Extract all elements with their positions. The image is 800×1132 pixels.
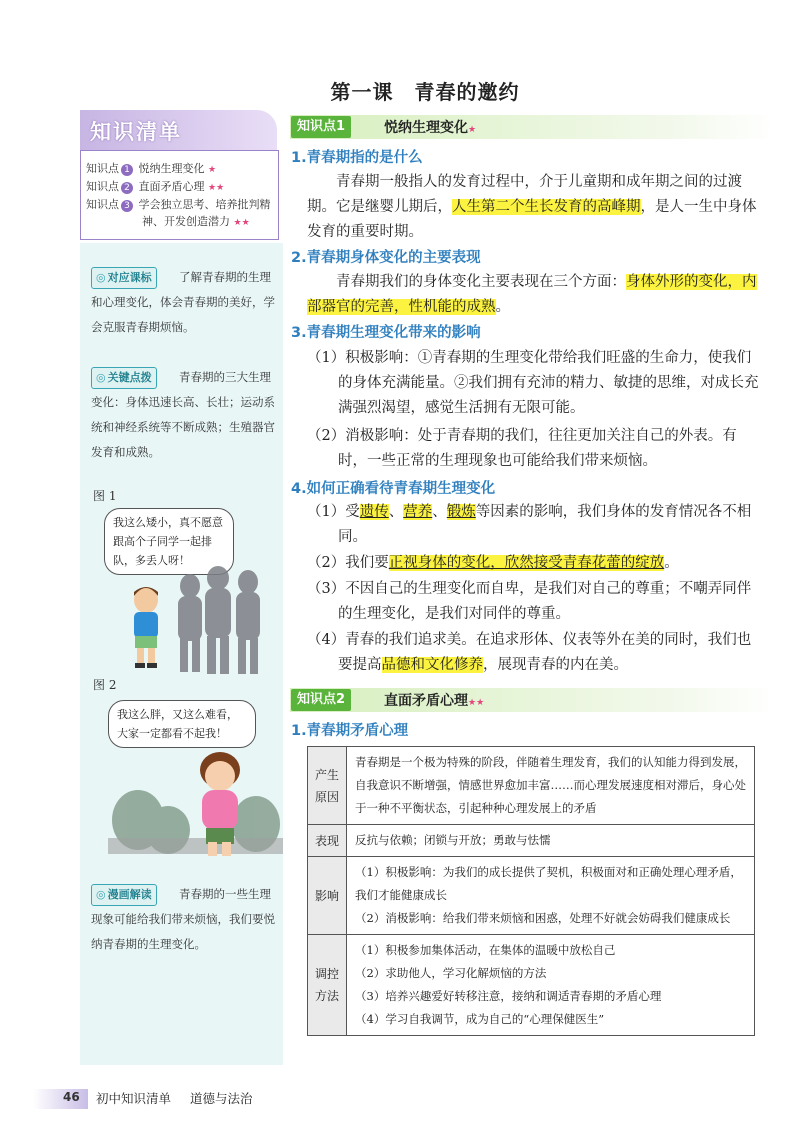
kp1-section2-heading: 2.青春期身体变化的主要表现 xyxy=(291,250,481,266)
figure2-label: 图 2 xyxy=(93,678,117,692)
kp2-tag: 知识点2 xyxy=(291,689,351,711)
table-header-cell: 表现 xyxy=(308,825,347,857)
curriculum-text: 了解青春期的生理和心理变化，体会青春期的美好，学会克服青春期烦恼。 xyxy=(91,270,275,334)
kp1-title: 悦纳生理变化★ xyxy=(384,120,477,136)
toc-item-2: 知识点 2 直面矛盾心理 ★★ xyxy=(86,180,225,193)
table-cell: （1）积极影响：为我们的成长提供了契机，积极面对和正确处理心理矛盾，我们才能健康成长 （2）消极影响：给我们带来烦恼和困惑，处理不好就会妨碍我们健康成长 xyxy=(347,857,755,935)
keypoint-text: 青春期的三大生理变化：身体迅速长高、长壮；运动系统和神经系统等不断成熟；生殖器官发育和成熟。 xyxy=(91,370,275,459)
kp1-section1-text: 青春期一般指人的发育过程中，介于儿童期和成年期之间的过渡期。它是继婴儿期后，人生第二个生长发育的高峰期，是人一生中身体发育的重要时期。 xyxy=(307,174,757,240)
contradiction-mind-table xyxy=(307,746,755,1036)
lesson-title: 第一课 青春的邀约 xyxy=(330,80,520,104)
kp1-banner xyxy=(290,115,775,139)
comic-interpret-text: 青春期的一些生理现象可能给我们带来烦恼，我们要悦纳青春期的生理变化。 xyxy=(91,887,275,951)
kp1-section3-item1: （1）积极影响：①青春期的生理变化带给我们旺盛的生命力，使我们的身体充满能量。②我们拥有充沛的精力、敏捷的思维，对成长充满强烈渴望，感觉生活拥有无限可能。 xyxy=(307,350,759,416)
kp2-banner xyxy=(290,688,775,712)
kp2-title: 直面矛盾心理★★ xyxy=(384,693,485,709)
kp1-section4-heading: 4.如何正确看待青春期生理变化 xyxy=(291,481,496,497)
kp1-tag: 知识点1 xyxy=(291,116,351,138)
tall-shadow-figures xyxy=(178,566,260,674)
footer-accent-bar xyxy=(33,1089,88,1109)
toc-item-1: 知识点 1 悦纳生理变化 ★ xyxy=(86,162,217,175)
figure1-illustration xyxy=(110,566,280,676)
kp2-section1-heading: 1.青春期矛盾心理 xyxy=(291,723,409,739)
tag-icon: ◎ xyxy=(96,888,106,901)
footer-book-title: 初中知识清单 xyxy=(96,1091,172,1106)
page-number: 46 xyxy=(63,1090,80,1104)
footer-subject: 道德与法治 xyxy=(190,1091,253,1106)
table-header-cell: 调控方法 xyxy=(308,935,347,1036)
kp1-section3-heading: 3.青春期生理变化带来的影响 xyxy=(291,325,481,341)
toc-item-3: 知识点 3 学会独立思考、培养批判精 xyxy=(86,198,271,211)
table-row xyxy=(308,857,755,935)
table-row xyxy=(308,747,755,825)
table-row xyxy=(308,935,755,1036)
chubby-girl xyxy=(200,752,240,856)
kp1-section4-item1: （1）受遗传、营养、锻炼等因素的影响，我们身体的发育情况各不相同。 xyxy=(307,504,752,545)
tag-icon: ◎ xyxy=(96,271,106,284)
kp1-section4-item3: （3）不因自己的生理变化而自卑，是我们对自己的尊重；不嘲弄同伴的生理变化，是我们对同伴的尊重。 xyxy=(307,581,752,622)
short-boy xyxy=(134,587,158,668)
figure1-speech-bubble: 我这么矮小，真不愿意跟高个子同学一起排队，多丢人呀！ xyxy=(104,508,234,575)
figure1-label: 图 1 xyxy=(93,489,117,503)
table-cell: （1）积极参加集体活动，在集体的温暖中放松自己 （2）求助他人，学习化解烦恼的方法 （3）培养兴趣爱好转移注意，接纳和调适青春期的矛盾心理 （4）学习自我调节，成为自己的“心理保健医生” xyxy=(347,935,755,1036)
kp1-section1-heading: 1.青春期指的是什么 xyxy=(291,150,423,166)
kp1-section4-item4: （4）青春的我们追求美。在追求形体、仪表等外在美的同时，我们也要提高品德和文化修养，展现青春的内在美。 xyxy=(307,632,752,673)
table-header-cell: 产生原因 xyxy=(308,747,347,825)
ground xyxy=(108,838,283,854)
kp1-section2-text: 青春期我们的身体变化主要表现在三个方面：身体外形的变化，内部器官的完善，性机能的成熟。 xyxy=(307,274,757,315)
table-header-cell: 影响 xyxy=(308,857,347,935)
sidebar-header-title: 知识清单 xyxy=(90,120,182,144)
kp1-section4-item2: （2）我们要正视身体的变化，欣然接受青春花蕾的绽放。 xyxy=(307,555,679,571)
keypoint-tag: ◎ 关键点拨 xyxy=(91,367,157,389)
comic-interpret-tag: ◎ 漫画解读 xyxy=(91,884,157,906)
figure2-speech-bubble: 我这么胖，又这么难看，大家一定都看不起我！ xyxy=(108,700,256,748)
toc-item-3-cont: 神、开发创造潜力 ★★ xyxy=(142,215,250,228)
figure2-illustration xyxy=(108,750,283,862)
table-cell: 青春期是一个极为特殊的阶段，伴随着生理发育，我们的认知能力得到发展，自我意识不断增强，情感世界愈加丰富……而心理发展速度相对滞后，身心处于一种不平衡状态，引起种种心理发展上的矛盾 xyxy=(347,747,755,825)
curriculum-tag: ◎ 对应课标 xyxy=(91,267,157,289)
table-cell: 反抗与依赖；闭锁与开放；勇敢与怯懦 xyxy=(347,825,755,857)
table-row xyxy=(308,825,755,857)
tag-icon: ◎ xyxy=(96,371,106,384)
kp1-section3-item2: （2）消极影响：处于青春期的我们，往往更加关注自己的外表。有时，一些正常的生理现象也可能给我们带来烦恼。 xyxy=(307,428,737,469)
